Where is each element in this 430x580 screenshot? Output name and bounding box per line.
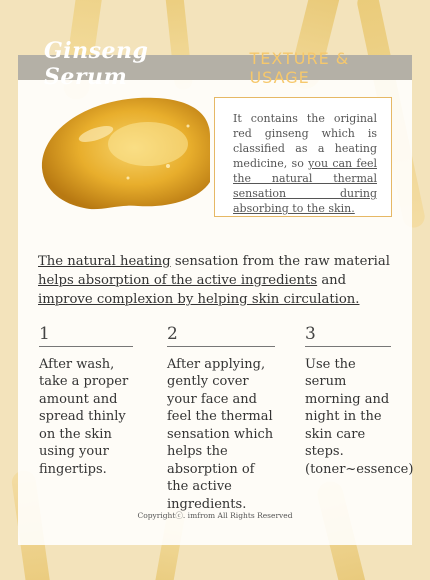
step-number: 2 xyxy=(167,326,275,347)
desc-plain-1: sensation from the raw material xyxy=(170,254,390,269)
description-text xyxy=(38,252,390,309)
step-1 xyxy=(39,326,139,478)
copyright-text: Copyrightⓒ. imfrom All Rights Reserved xyxy=(137,511,293,520)
section-subtitle: TEXTURE & USAGE xyxy=(249,48,350,87)
desc-plain-2: and xyxy=(317,273,347,288)
step-text: After wash, take a proper amount and spread thinly on the skin using your fingertips. xyxy=(39,356,129,477)
step-text: After applying, gently cover your face and feel the thermal sensation which helps the absorption of the active ingredients. xyxy=(167,356,274,512)
step-text: Use the serum morning and night in the skin care steps. (toner~essence) xyxy=(305,356,414,477)
step-3 xyxy=(305,324,414,478)
info-box xyxy=(214,97,392,217)
desc-underlined-2: helps absorption of the active ingredients xyxy=(38,273,318,288)
step-number: 1 xyxy=(39,326,133,347)
info-text-underlined: you can feel the natural thermal sensation during absorbing to the skin. xyxy=(233,157,378,215)
header-bar xyxy=(18,37,412,90)
step-number: 3 xyxy=(305,326,391,347)
desc-underlined-3: improve complexion by helping skin circulation. xyxy=(38,292,360,307)
step-2 xyxy=(167,326,275,513)
serum-texture-image xyxy=(38,96,210,212)
info-text: It contains the original red ginseng which is classified as a heating medicine, so xyxy=(233,112,377,170)
desc-underlined-1: The natural heating xyxy=(38,254,171,269)
product-title: Ginseng Serum xyxy=(44,37,149,90)
